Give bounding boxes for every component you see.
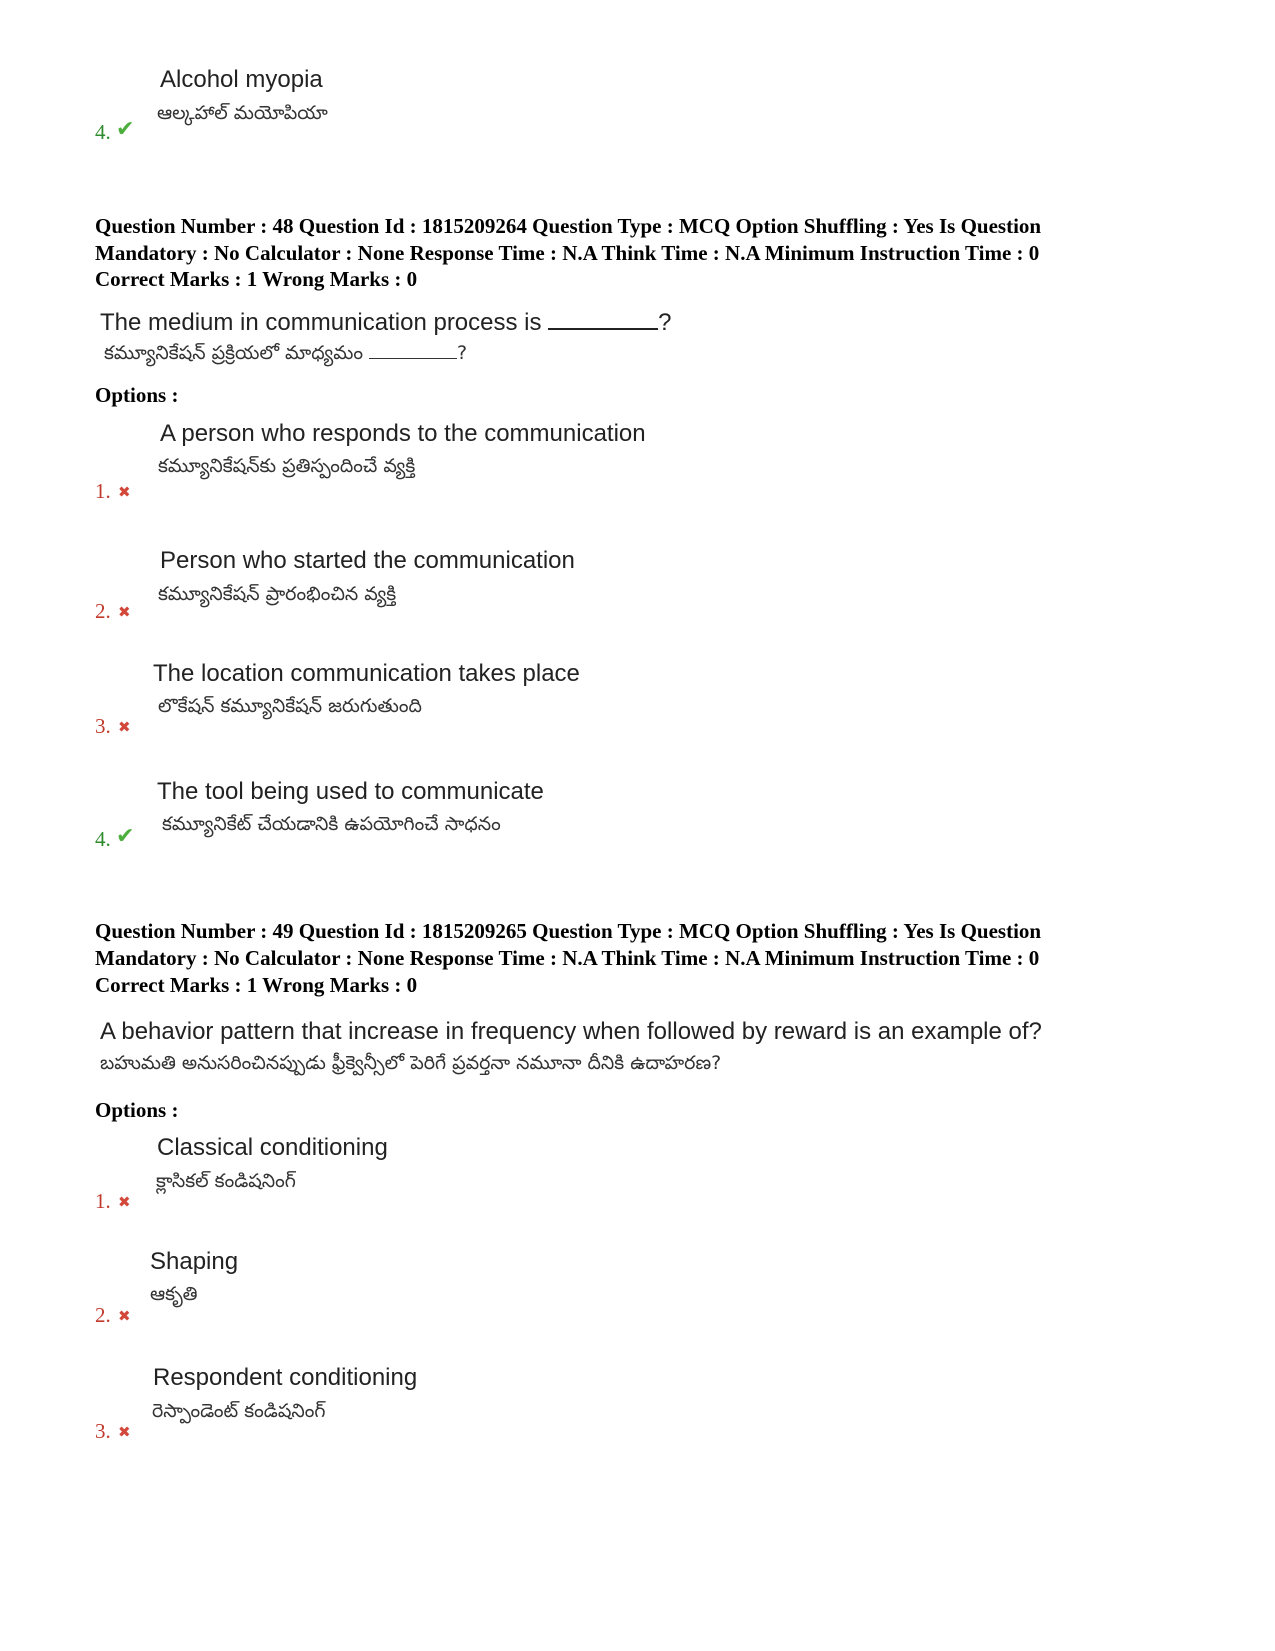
question-meta-line: Question Number : 48 Question Id : 1815209264 Question Type : MCQ Option Shuffling : Yes Is Question — [95, 214, 1042, 238]
option-number: 3. — [95, 714, 111, 738]
cross-icon: ✖ — [118, 1193, 131, 1211]
question-text-en: A behavior pattern that increase in frequency when followed by reward is an example of? — [100, 1018, 1042, 1045]
question-meta-line: Mandatory : No Calculator : None Response Time : N.A Think Time : N.A Minimum Instruction Time : 0 — [95, 946, 1040, 970]
question-text-en-part: ? — [658, 309, 672, 336]
marks-info: Correct Marks : 1 Wrong Marks : 0 — [95, 973, 418, 997]
option-text-en: A person who responds to the communication — [160, 420, 646, 447]
cross-icon: ✖ — [118, 483, 131, 501]
option-number: 4. — [95, 827, 111, 851]
question-text-en — [100, 308, 672, 337]
option-text-te: కమ్యూనికేషన్ ప్రారంభించిన వ్యక్తి — [158, 583, 397, 605]
option-number: 2. — [95, 599, 111, 623]
question-text-te-part: ? — [457, 342, 468, 364]
option-text-te: క్లాసికల్ కండిషనింగ్ — [156, 1170, 296, 1192]
options-label: Options : — [95, 1098, 179, 1122]
option-number: 1. — [95, 479, 111, 503]
option-text-te: కమ్యూనికేట్ చేయడానికి ఉపయోగించే సాధనం — [162, 813, 501, 835]
marks-info: Correct Marks : 1 Wrong Marks : 0 — [95, 267, 418, 291]
option-text-te: ఆకృతి — [150, 1283, 198, 1305]
option-text-te: రెస్పాండెంట్ కండిషనింగ్ — [152, 1400, 326, 1422]
option-text-en: Shaping — [150, 1248, 239, 1275]
cross-icon: ✖ — [118, 1307, 131, 1325]
question-meta-line: Mandatory : No Calculator : None Response Time : N.A Think Time : N.A Minimum Instruction Time : 0 — [95, 241, 1040, 265]
option-text-en: The tool being used to communicate — [157, 778, 544, 805]
question-text-te-part: కమ్యూనికేషన్ ప్రక్రియలో మాధ్యమం — [104, 342, 370, 364]
check-icon: ✔ — [116, 117, 135, 142]
cross-icon: ✖ — [118, 718, 131, 736]
option-text-en: Classical conditioning — [157, 1134, 388, 1161]
question-text-en-part: The medium in communication process is — [100, 309, 549, 336]
answer-blank — [548, 308, 658, 330]
options-label: Options : — [95, 383, 179, 407]
question-meta — [95, 918, 1175, 972]
option-text-en: Respondent conditioning — [153, 1364, 418, 1391]
option-text-te: కమ్యూనికేషన్‌కు ప్రతిస్పందించే వ్యక్తి — [158, 455, 416, 477]
option-text-te: లొకేషన్ కమ్యూనికేషన్ జరుగుతుంది — [158, 695, 422, 717]
option-text-en: The location communication takes place — [153, 660, 580, 687]
option-number: 1. — [95, 1189, 111, 1213]
answer-blank — [369, 342, 457, 359]
question-meta-line: Question Number : 49 Question Id : 1815209265 Question Type : MCQ Option Shuffling : Yes Is Question — [95, 919, 1042, 943]
option-text-te: ఆల్కహాల్ మయోపియా — [157, 102, 328, 124]
question-text-te: బహుమతి అనుసరించినప్పుడు ఫ్రీక్వెన్సీలో పెరిగే ప్రవర్తనా నమూనా దీనికి ఉదాహరణ? — [100, 1052, 722, 1074]
question-text-te — [104, 342, 467, 369]
cross-icon: ✖ — [118, 1423, 131, 1441]
option-number: 4. — [95, 120, 111, 144]
check-icon: ✔ — [116, 824, 135, 849]
option-number: 3. — [95, 1419, 111, 1443]
option-number: 2. — [95, 1303, 111, 1327]
option-text-en: Person who started the communication — [160, 547, 575, 574]
option-text-en: Alcohol myopia — [160, 66, 323, 93]
cross-icon: ✖ — [118, 603, 131, 621]
question-meta — [95, 213, 1175, 267]
